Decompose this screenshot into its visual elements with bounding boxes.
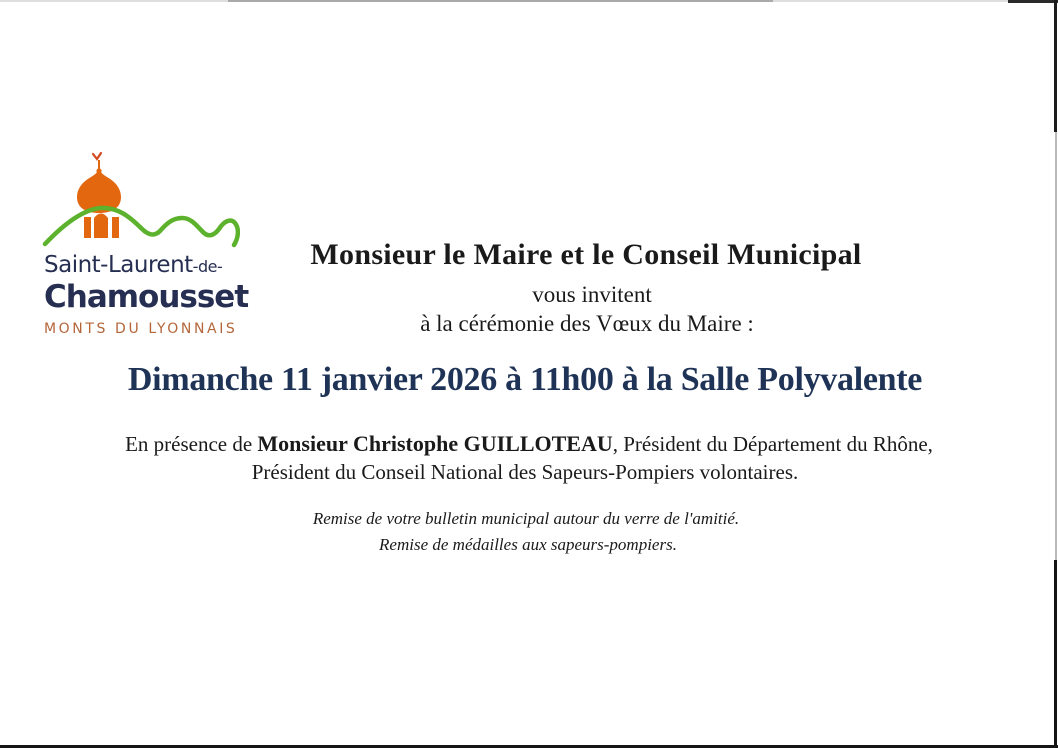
scan-edge-right-bottom <box>1054 560 1057 748</box>
scan-edge-right-top <box>1054 0 1057 132</box>
town-name-main: Saint-Laurent <box>44 252 193 278</box>
tower-window-icon <box>112 217 119 238</box>
tower-door-icon <box>94 214 108 239</box>
weathervane-icon <box>93 153 101 159</box>
note-medals: Remise de médailles aux sapeurs-pompiers. <box>379 535 677 554</box>
guest-title-line: Président du Conseil National des Sapeurs-Pompiers volontaires. <box>251 460 799 484</box>
town-name-line2: Chamousset <box>44 279 249 315</box>
invitation-host-line: Monsieur le Maire et le Conseil Municipal <box>310 238 862 271</box>
town-name-suffix: -de- <box>192 257 223 276</box>
tower-window-icon <box>84 217 91 238</box>
scan-edge-right-middle <box>1055 132 1057 560</box>
invitation-invite-line: vous invitent <box>532 282 652 307</box>
guest-name: Monsieur Christophe GUILLOTEAU <box>257 431 613 456</box>
presence-suffix: , Président du Département du Rhône, <box>612 432 933 456</box>
invitation-event-line: à la cérémonie des Vœux du Maire : <box>420 311 754 336</box>
presence-prefix: En présence de <box>125 432 258 456</box>
invitation-date-headline: Dimanche 11 janvier 2026 à 11h00 à la Salle Polyvalente <box>127 361 923 398</box>
scan-edge-top-right <box>1008 0 1058 3</box>
scan-edge-top-shadow <box>228 0 773 2</box>
guest-presence-line <box>0 431 1058 457</box>
note-bulletin: Remise de votre bulletin municipal autour du verre de l'amitié. <box>312 509 740 528</box>
town-tagline: MONTS DU LYONNAIS <box>44 321 238 337</box>
